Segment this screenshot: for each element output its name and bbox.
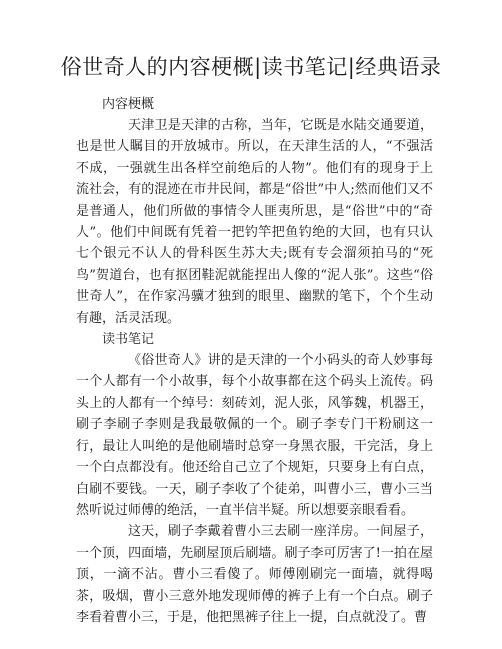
section-heading-summary: 内容梗概 (102, 97, 155, 112)
summary-paragraph: 天津卫是天津的古称，当年，它既是水陆交通要道，也是世人瞩目的开放城市。所以，在天津生活的人，“不强活不成，一强就生出各样空前绝后的人物”。他们有的现身于上流社会，有的混迹在市井民间，都是“俗世”中人;然而他们又不是普通人，他们所做的事情令人匪夷所思，是“俗世”中的“奇人”。他们中间既有凭着一把钓竿把鱼钓绝的大回，也有只认七个银元不认人的骨科医生苏大夫;既有专会溜须拍马的“死鸟”贺道台，也有抠团鞋泥就能捏出人像的“泥人张”。这些“俗世奇人”，在作家冯骥才独到的眼里、幽默的笔下，个个生动有趣，活灵活现。 (76, 118, 433, 326)
document-body (76, 94, 433, 628)
document-title: 俗世奇人的内容梗概|读书笔记|经典语录 (60, 55, 442, 79)
notes-paragraph-2: 这天，刷子李戴着曹小三去刷一座洋房。一间屋子，一个顶，四面墙，先刷屋顶后刷墙。刷子李可厉害了!一拍在屋顶，一滴不沾。曹小三看傻了。师傅刚刷完一面墙，就得喝茶，吸烟，曹小三意外地发现师傅的裤子上有一个白点。刷子李看着曹小三，于是，他把黑裤子往上一提，白点就没了。曹 (76, 524, 433, 625)
notes-paragraph-1: 《俗世奇人》讲的是天津的一个小码头的奇人妙事每一个人都有一个小故事，每个小故事都在这个码头上流传。码头上的人都有一个绰号：刻砖刘，泥人张，风筝魏，机器王，刷子李刷子李则是我最敬佩的一个。刷子李专门干粉刷这一行，最让人叫绝的是他刷墙时总穿一身黑衣服，干完活，身上一个白点都没有。他还给自己立了个规矩，只要身上有白点，白刷不要钱。一天，刷子李收了个徒弟，叫曹小三，曹小三当然听说过师傅的绝活，一直半信半疑。所以想要亲眼看看。 (76, 353, 433, 518)
section-heading-notes: 读书笔记 (102, 332, 155, 348)
